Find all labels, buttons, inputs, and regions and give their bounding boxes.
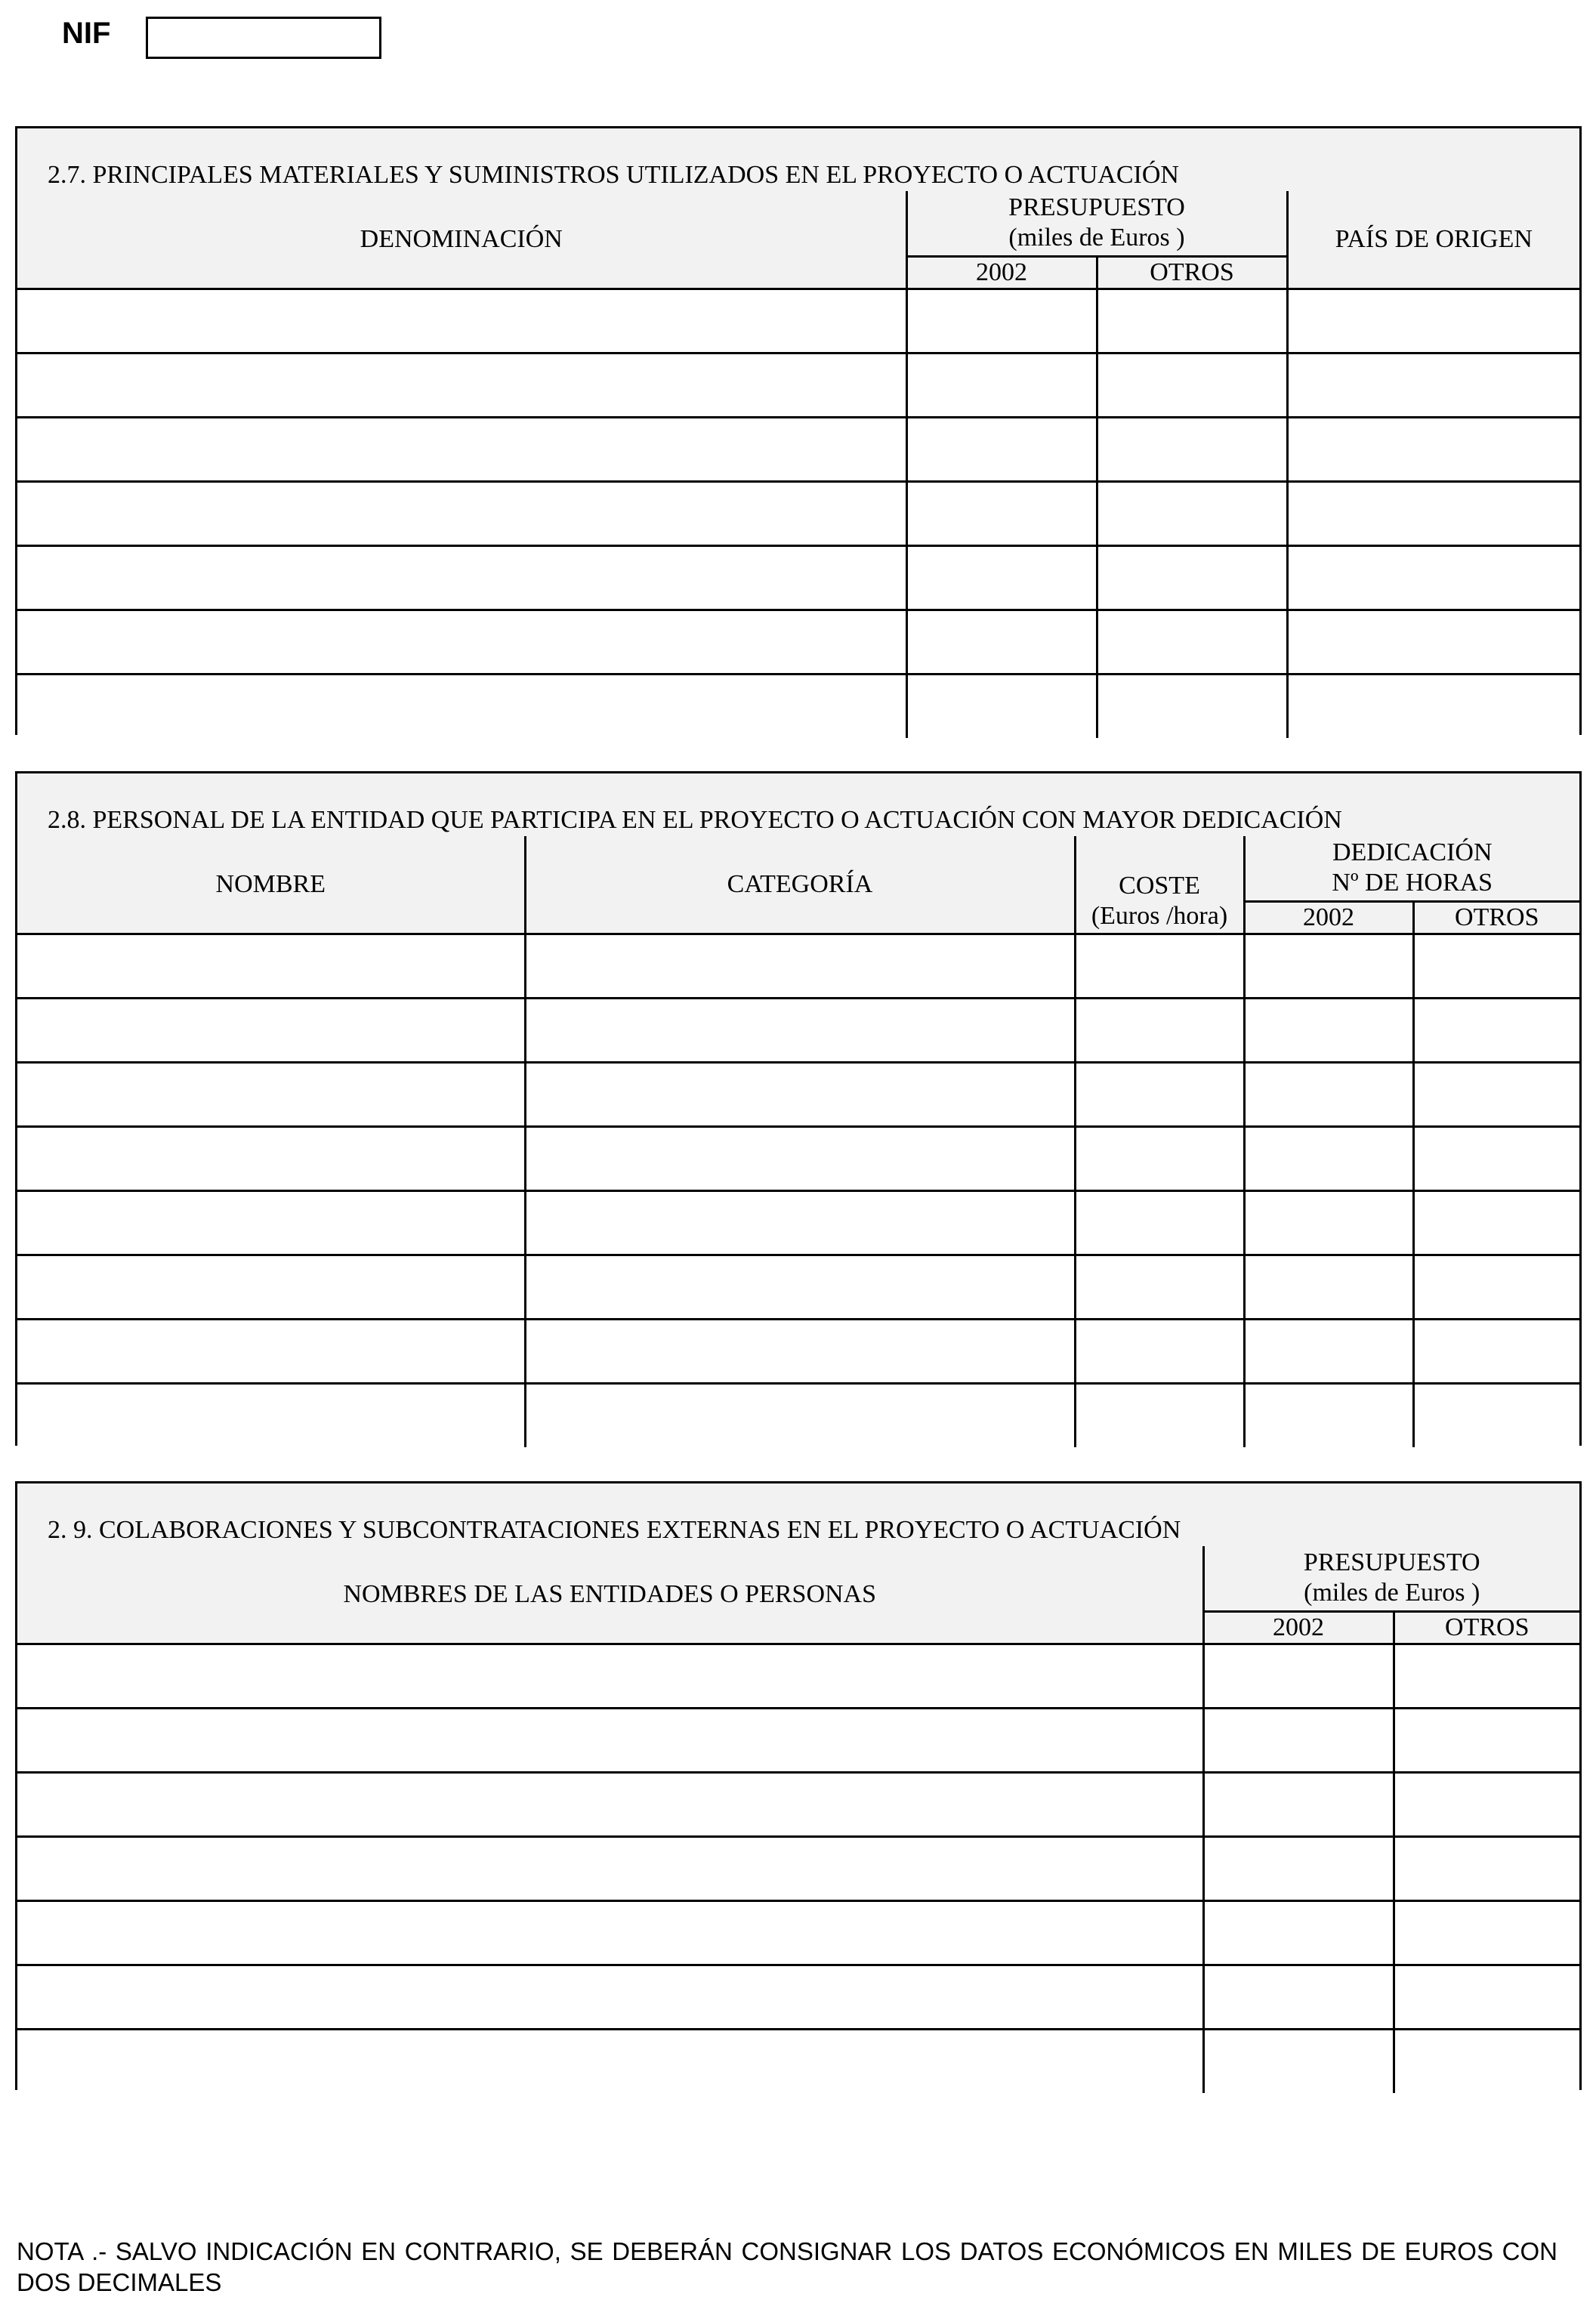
form-cell[interactable] <box>1203 1708 1394 1772</box>
form-cell[interactable] <box>1413 1190 1579 1255</box>
collaborations-rows <box>17 1644 1579 2093</box>
form-cell[interactable] <box>525 1383 1075 1447</box>
form-cell[interactable] <box>1394 1836 1579 1900</box>
header-presupuesto-unit: (miles de Euros ) <box>1008 224 1185 252</box>
form-cell[interactable] <box>525 998 1075 1062</box>
section-2-7-title-text: 2.7. PRINCIPALES MATERIALES Y SUMINISTROS UTILIZADOS EN EL PROYECTO O ACTUACIÓN <box>48 161 1179 189</box>
header-nombres-entidades: NOMBRES DE LAS ENTIDADES O PERSONAS <box>17 1546 1203 1644</box>
form-cell[interactable] <box>1394 1965 1579 2029</box>
form-cell[interactable] <box>906 481 1097 545</box>
form-cell[interactable] <box>17 1772 1203 1836</box>
section-2-7-title <box>17 128 1579 193</box>
form-cell[interactable] <box>17 1126 525 1190</box>
table-row <box>17 353 1579 417</box>
form-cell[interactable] <box>1287 610 1579 674</box>
header-dedicacion-sub: Nº DE HORAS <box>1332 869 1493 897</box>
form-cell[interactable] <box>17 1062 525 1126</box>
form-cell[interactable] <box>906 289 1097 353</box>
form-cell[interactable] <box>1244 934 1413 998</box>
header-presupuesto <box>1203 1546 1579 1611</box>
header-otros: OTROS <box>1394 1611 1579 1644</box>
header-presupuesto-label: PRESUPUESTO <box>1303 1548 1480 1577</box>
form-cell[interactable] <box>17 1965 1203 2029</box>
form-cell[interactable] <box>17 934 525 998</box>
form-cell[interactable] <box>1394 2029 1579 2093</box>
form-cell[interactable] <box>525 1255 1075 1319</box>
form-cell[interactable] <box>17 289 906 353</box>
form-cell[interactable] <box>525 1062 1075 1126</box>
form-cell[interactable] <box>1075 1319 1244 1383</box>
table-row <box>17 1900 1579 1965</box>
form-cell[interactable] <box>1075 1255 1244 1319</box>
form-cell[interactable] <box>1413 934 1579 998</box>
form-cell[interactable] <box>906 545 1097 610</box>
header-coste-label: COSTE <box>1119 871 1200 900</box>
form-cell[interactable] <box>17 998 525 1062</box>
form-cell[interactable] <box>17 545 906 610</box>
table-row <box>17 998 1579 1062</box>
form-cell[interactable] <box>906 353 1097 417</box>
form-cell[interactable] <box>1394 1708 1579 1772</box>
header-presupuesto-label: PRESUPUESTO <box>1008 193 1185 222</box>
form-cell[interactable] <box>17 353 906 417</box>
form-cell[interactable] <box>17 1836 1203 1900</box>
table-row <box>17 417 1579 481</box>
form-cell[interactable] <box>1075 1383 1244 1447</box>
form-cell[interactable] <box>1413 1255 1579 1319</box>
form-cell[interactable] <box>525 1319 1075 1383</box>
form-cell[interactable] <box>1097 545 1287 610</box>
section-2-7-materials <box>15 126 1582 735</box>
form-cell[interactable] <box>525 1126 1075 1190</box>
form-cell[interactable] <box>1203 1900 1394 1965</box>
form-cell[interactable] <box>1287 289 1579 353</box>
form-cell[interactable] <box>1244 1126 1413 1190</box>
header-coste-unit: (Euros /hora) <box>1091 901 1228 930</box>
form-cell[interactable] <box>1413 1062 1579 1126</box>
header-year-2002: 2002 <box>1244 901 1413 934</box>
form-cell[interactable] <box>1287 353 1579 417</box>
form-cell[interactable] <box>1203 1772 1394 1836</box>
form-cell[interactable] <box>1287 545 1579 610</box>
form-cell[interactable] <box>17 417 906 481</box>
form-cell[interactable] <box>1203 1644 1394 1708</box>
form-cell[interactable] <box>1203 1965 1394 2029</box>
table-row <box>17 1836 1579 1900</box>
table-row <box>17 1772 1579 1836</box>
form-cell[interactable] <box>1413 1319 1579 1383</box>
form-cell[interactable] <box>1075 934 1244 998</box>
form-cell[interactable] <box>1244 998 1413 1062</box>
table-row <box>17 545 1579 610</box>
form-cell[interactable] <box>1244 1319 1413 1383</box>
form-cell[interactable] <box>1075 1062 1244 1126</box>
footnote-nota: NOTA .- SALVO INDICACIÓN EN CONTRARIO, SE DEBERÁN CONSIGNAR LOS DATOS ECONÓMICOS EN MILES DE EUROS CON DOS DECIMALES <box>17 2237 1557 2296</box>
form-cell[interactable] <box>906 610 1097 674</box>
form-cell[interactable] <box>1287 481 1579 545</box>
table-row <box>17 1062 1579 1126</box>
header-pais-origen: PAÍS DE ORIGEN <box>1287 191 1579 289</box>
table-row <box>17 934 1579 998</box>
collaborations-table <box>17 1546 1579 2093</box>
form-cell[interactable] <box>17 1900 1203 1965</box>
table-row <box>17 1383 1579 1447</box>
header-otros: OTROS <box>1097 256 1287 289</box>
table-row <box>17 610 1579 674</box>
form-cell[interactable] <box>1097 610 1287 674</box>
form-cell[interactable] <box>525 1190 1075 1255</box>
personnel-rows <box>17 934 1579 1447</box>
form-cell[interactable] <box>1203 2029 1394 2093</box>
nif-field[interactable] <box>146 17 381 59</box>
table-row <box>17 1319 1579 1383</box>
header-otros: OTROS <box>1413 901 1579 934</box>
header-dedicacion <box>1244 836 1579 901</box>
form-cell[interactable] <box>1203 1836 1394 1900</box>
form-cell[interactable] <box>1413 998 1579 1062</box>
header-nombre: NOMBRE <box>17 836 525 934</box>
form-cell[interactable] <box>906 674 1097 738</box>
table-row <box>17 1644 1579 1708</box>
form-cell[interactable] <box>1075 1126 1244 1190</box>
form-cell[interactable] <box>17 674 906 738</box>
form-cell[interactable] <box>17 610 906 674</box>
form-cell[interactable] <box>1287 674 1579 738</box>
section-2-8-title-text: 2.8. PERSONAL DE LA ENTIDAD QUE PARTICIPA EN EL PROYECTO O ACTUACIÓN CON MAYOR DEDICACIÓN <box>48 806 1342 834</box>
form-cell[interactable] <box>17 1708 1203 1772</box>
form-cell[interactable] <box>906 417 1097 481</box>
header-presupuesto <box>906 191 1287 256</box>
form-cell[interactable] <box>1075 998 1244 1062</box>
personnel-table <box>17 836 1579 1447</box>
form-cell[interactable] <box>1413 1383 1579 1447</box>
table-row <box>17 1126 1579 1190</box>
table-row <box>17 2029 1579 2093</box>
form-cell[interactable] <box>1244 1255 1413 1319</box>
table-row <box>17 1708 1579 1772</box>
section-2-9-collaborations <box>15 1481 1582 2090</box>
section-2-8-title <box>17 773 1579 838</box>
form-cell[interactable] <box>1097 481 1287 545</box>
header-coste <box>1075 836 1244 934</box>
form-cell[interactable] <box>1075 1190 1244 1255</box>
table-row <box>17 481 1579 545</box>
form-cell[interactable] <box>1394 1644 1579 1708</box>
form-cell[interactable] <box>525 934 1075 998</box>
header-dedicacion-label: DEDICACIÓN <box>1332 838 1493 867</box>
form-cell[interactable] <box>1097 417 1287 481</box>
nif-label: NIF <box>62 17 111 50</box>
form-cell[interactable] <box>1097 353 1287 417</box>
form-cell[interactable] <box>1097 289 1287 353</box>
form-cell[interactable] <box>1244 1190 1413 1255</box>
section-2-8-personnel <box>15 771 1582 1446</box>
form-cell[interactable] <box>17 2029 1203 2093</box>
table-row <box>17 674 1579 738</box>
form-cell[interactable] <box>1244 1383 1413 1447</box>
form-cell[interactable] <box>17 1644 1203 1708</box>
form-cell[interactable] <box>1244 1062 1413 1126</box>
form-cell[interactable] <box>1394 1772 1579 1836</box>
materials-rows <box>17 289 1579 738</box>
form-cell[interactable] <box>17 1383 525 1447</box>
header-year-2002: 2002 <box>906 256 1097 289</box>
section-2-9-title-text: 2. 9. COLABORACIONES Y SUBCONTRATACIONES EXTERNAS EN EL PROYECTO O ACTUACIÓN <box>48 1516 1181 1544</box>
table-row <box>17 1190 1579 1255</box>
header-denominacion: DENOMINACIÓN <box>17 191 906 289</box>
form-cell[interactable] <box>1394 1900 1579 1965</box>
form-cell[interactable] <box>17 1190 525 1255</box>
table-row <box>17 289 1579 353</box>
form-cell[interactable] <box>1413 1126 1579 1190</box>
table-row <box>17 1965 1579 2029</box>
header-year-2002: 2002 <box>1203 1611 1394 1644</box>
form-cell[interactable] <box>17 481 906 545</box>
header-presupuesto-unit: (miles de Euros ) <box>1304 1579 1480 1607</box>
form-cell[interactable] <box>17 1319 525 1383</box>
header-categoria: CATEGORÍA <box>525 836 1075 934</box>
table-row <box>17 1255 1579 1319</box>
form-cell[interactable] <box>17 1255 525 1319</box>
form-cell[interactable] <box>1097 674 1287 738</box>
materials-table <box>17 191 1579 738</box>
section-2-9-title <box>17 1483 1579 1548</box>
form-cell[interactable] <box>1287 417 1579 481</box>
